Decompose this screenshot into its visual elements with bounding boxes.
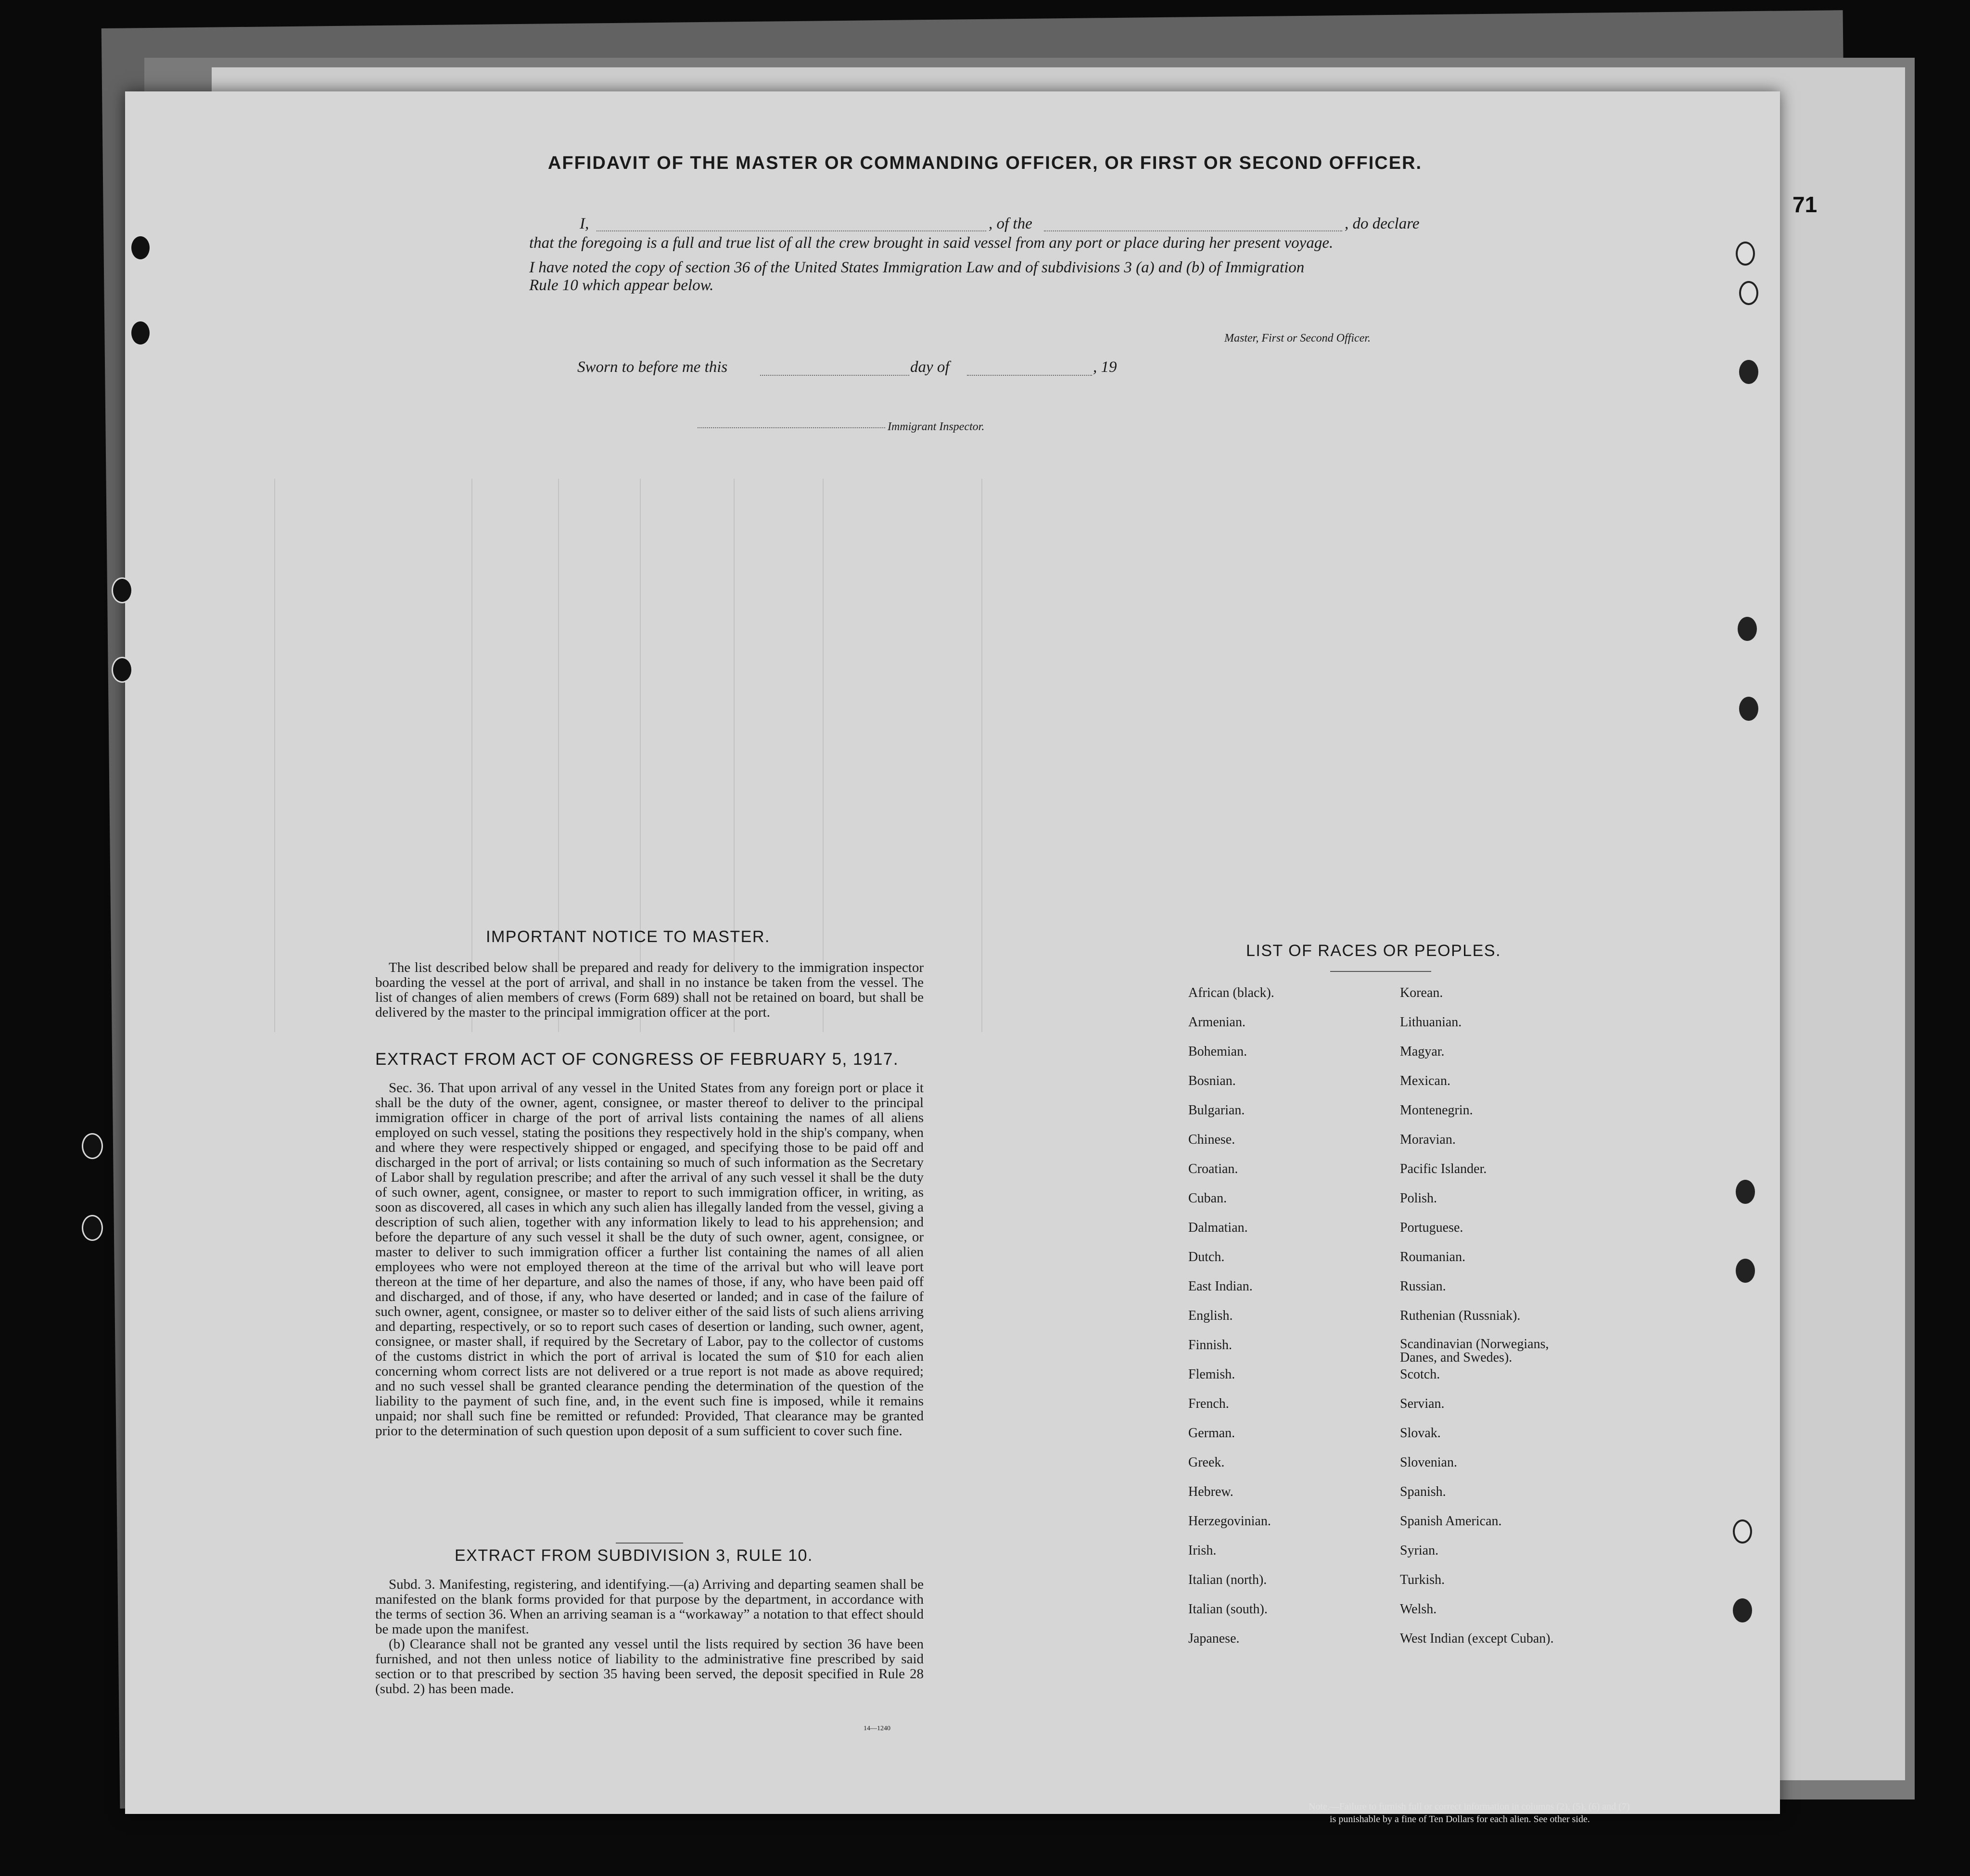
race-item: Flemish. [1188,1367,1235,1382]
master-signature-label: Master, First or Second Officer. [1224,332,1371,345]
race-item: Armenian. [1188,1015,1246,1030]
race-item: Pacific Islander. [1400,1161,1487,1176]
footnote-line: is punishable by a fine of Ten Dollars for each alien. See other side. [1330,1814,1590,1825]
act-paragraph: Sec. 36. That upon arrival of any vessel in the United States from any foreign port or place it shall be the duty of the owner, agent, consignee, or master thereof to deliver to the principal immigration officer in charge of the port of arrival lists containing the names of all aliens employed on such vessel, stating the positions they respectively hold in the ship's company, when and where they were respectively shipped or engaged, and specifying those to be paid off and discharged in the port of arrival; or lists containing so much of such information as the Secretary of Labor shall by regulation prescribe; and after the arrival of any such vessel it shall be the duty of such owner, agent, consignee, or master to report to such immigration officer, in writing, as soon as discovered, all cases in which any such alien has illegally landed from the vessel, giving a description of such alien, together with any information likely to lead to his apprehension; and before the departure of any such vessel it shall be the duty of such owner, agent, consignee, or master to deliver to such immigration officer a further list containing the names of all alien employees who were not employed thereon at the time of the arrival but who will leave port thereon at the time of her departure, and also the names of those, if any, who have been paid off and discharged, and of those, if any, who have deserted or landed; and in case of the failure of such owner, agent, consignee, or master so to deliver either of the said lists of such aliens arriving and departing, respectively, or so to report such cases of desertion or landing, such owner, agent, consignee, or master shall, if required by the Secretary of Labor, pay to the collector of customs of the customs district in which the port of arrival is located the sum of $10 for each alien concerning whom correct lists are not delivered or a true report is not made as above required; and no such vessel shall be granted clearance pending the determination of the question of the liability to the payment of such fine, and, in the event such fine is imposed, while it remains unpaid; nor shall such fine be remitted or refunded: Provided, That clearance may be granted prior to the determination of such question upon deposit of a sum sufficient to cover such fine. [375,1080,924,1439]
ring-hole [1733,1519,1752,1544]
race-item: Slovenian. [1400,1455,1457,1470]
affidavit-text: that the foregoing is a full and true list of all the crew brought in said vessel from any port or place during her present voyage. [529,234,1334,252]
column-rule [471,479,472,1032]
ring-hole [1738,617,1757,641]
race-item: Dutch. [1188,1250,1225,1264]
binder-hole [112,657,133,683]
race-item: Turkish. [1400,1572,1445,1587]
race-item: Bohemian. [1188,1044,1247,1059]
races-title: LIST OF RACES OR PEOPLES. [1246,942,1501,960]
ring-hole [1736,1259,1755,1283]
race-item: Montenegrin. [1400,1103,1473,1118]
divider [616,1543,683,1544]
race-item: African (black). [1188,985,1274,1000]
race-item: Moravian. [1400,1132,1456,1147]
rule-title: EXTRACT FROM SUBDIVISION 3, RULE 10. [455,1546,813,1565]
race-item: Mexican. [1400,1073,1450,1088]
binder-hole [82,1133,103,1159]
divider [1330,971,1431,972]
ring-hole [1736,1180,1755,1204]
race-item: Servian. [1400,1396,1445,1411]
race-item: Spanish American. [1400,1514,1502,1529]
race-item: French. [1188,1396,1229,1411]
day-of-label: day of [910,358,950,376]
ring-hole [1736,242,1755,266]
race-item: German. [1188,1426,1235,1441]
act-title: EXTRACT FROM ACT OF CONGRESS OF FEBRUARY 5, 1917. [375,1050,899,1069]
rule-paragraph-b: (b) Clearance shall not be granted any vessel until the lists required by section 36 have been furnished, and not then unless notice of liability to the administrative fine prescribed by said section or to that prescribed by section 35 having been served, the deposit specified in Rule 28 (subd. 2) has been made. [375,1636,924,1697]
notice-text [375,960,924,1020]
rule-paragraph-a: Subd. 3. Manifesting, registering, and identifying.—(a) Arriving and departing seamen shall be manifested on the blank forms provided for that purpose by the department, in accordance with the terms of section 36. When an arriving seaman is a “workaway” a notation to that effect should be made upon the manifest. [375,1577,924,1637]
sworn-month-field[interactable] [967,358,1092,376]
affiant-name-field[interactable] [597,214,986,231]
binder-hole [82,1215,103,1241]
binder-hole [112,577,133,603]
race-item: Irish. [1188,1543,1217,1558]
ring-hole [1739,360,1758,384]
race-item: Bulgarian. [1188,1103,1245,1118]
race-item: Russian. [1400,1279,1446,1294]
race-item: Dalmatian. [1188,1220,1248,1235]
race-item: Korean. [1400,985,1443,1000]
ring-hole [1739,697,1758,721]
race-item: Hebrew. [1188,1484,1233,1499]
inspector-signature-field[interactable] [698,413,885,428]
race-item: Croatian. [1188,1161,1238,1176]
race-item: Japanese. [1188,1631,1240,1646]
column-rule [981,479,982,1032]
race-item: Italian (south). [1188,1602,1268,1617]
sworn-label: Sworn to before me this [577,358,728,376]
page-number: 71 [1792,192,1817,217]
race-item: Scotch. [1400,1367,1440,1382]
races-column-2 [1400,985,1583,1660]
affidavit-text: I have noted the copy of section 36 of the United States Immigration Law and of subdivisions 3 (a) and (b) of Immigration [529,259,1305,276]
race-item: Herzegovinian. [1188,1514,1271,1529]
column-rule [823,479,824,1032]
act-text [375,1081,924,1439]
of-the-label: , of the [989,215,1032,232]
affidavit-title: AFFIDAVIT OF THE MASTER OR COMMANDING OFFICER, OR FIRST OR SECOND OFFICER. [547,153,1423,173]
race-item: East Indian. [1188,1279,1253,1294]
vessel-name-field[interactable] [1044,214,1342,231]
race-item: Bosnian. [1188,1073,1236,1088]
column-rule [734,479,735,1032]
affidavit-text: Rule 10 which appear below. [529,277,714,294]
footnote-line: Note.—Failure to furnish full or correct information in columns (2), (5), (6) and (7) [1309,1801,1630,1812]
ring-hole [1733,1598,1752,1622]
ring-hole [1739,281,1758,305]
sworn-day-field[interactable] [760,358,909,376]
race-item: Spanish. [1400,1484,1446,1499]
race-item: Greek. [1188,1455,1225,1470]
race-item: Portuguese. [1400,1220,1463,1235]
race-item: Roumanian. [1400,1250,1466,1264]
race-item: English. [1188,1308,1233,1323]
affiant-label: I, [580,215,589,232]
race-item: Syrian. [1400,1543,1439,1558]
race-item: Welsh. [1400,1602,1437,1617]
race-item: Finnish. [1188,1338,1233,1353]
footnote [1309,1800,1751,1825]
column-rule [274,479,275,1032]
race-item: Ruthenian (Russniak). [1400,1308,1521,1323]
notice-paragraph: The list described below shall be prepared and ready for delivery to the immigration inspector boarding the vessel at the port of arrival, and shall in no instance be taken from the vessel. The list of changes of alien members of crews (Form 689) shall not be retained on board, but shall be delivered by the master to the principal immigration officer at the port. [375,960,924,1020]
race-item: Chinese. [1188,1132,1235,1147]
binder-hole [130,320,151,346]
notice-title: IMPORTANT NOTICE TO MASTER. [486,928,770,946]
race-item: Scandinavian (Norwegians, Danes, and Swedes). [1400,1337,1549,1365]
race-item: West Indian (except Cuban). [1400,1631,1554,1646]
print-code: 14—1240 [864,1725,890,1732]
inspector-signature-label: Immigrant Inspector. [888,421,985,433]
race-item: Lithuanian. [1400,1015,1462,1030]
races-column-1 [1188,985,1274,1660]
year-label: , 19 [1093,358,1117,376]
race-item: Magyar. [1400,1044,1445,1059]
race-item: Italian (north). [1188,1572,1267,1587]
race-item: Cuban. [1188,1191,1227,1206]
column-rule [640,479,641,1032]
do-declare-label: , do declare [1345,215,1420,232]
race-item: Slovak. [1400,1426,1441,1441]
column-rule [558,479,559,1032]
binder-hole [130,235,151,261]
race-item: Polish. [1400,1191,1437,1206]
rule-text [375,1577,924,1697]
